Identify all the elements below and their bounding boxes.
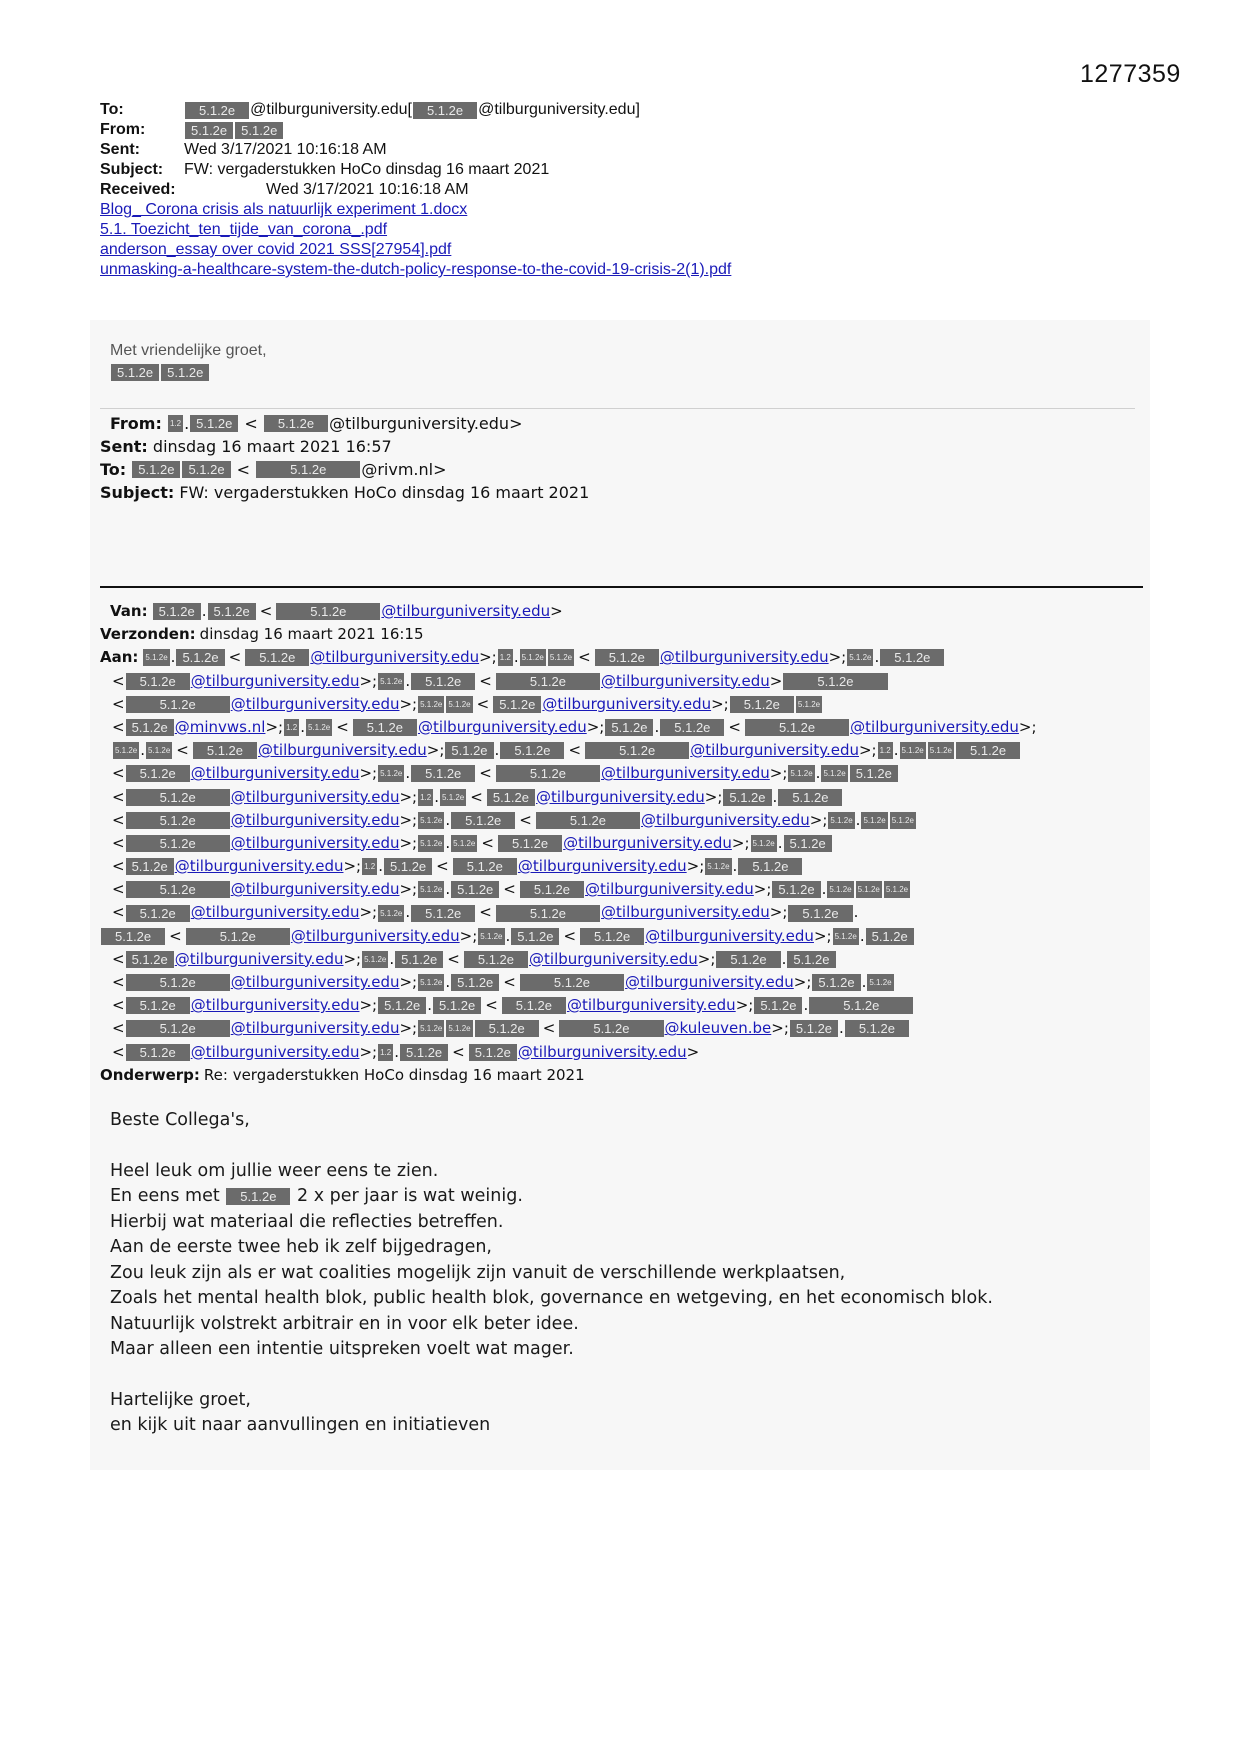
redaction: 5.1.2e bbox=[235, 122, 283, 139]
redaction: 5.1.2e bbox=[867, 974, 893, 991]
subject-value: FW: vergaderstukken HoCo dinsdag 16 maart 2021 bbox=[184, 161, 550, 178]
recipient-link[interactable]: @tilburguniversity.edu bbox=[517, 1042, 687, 1061]
redaction: 5.1.2e bbox=[186, 928, 290, 945]
redaction: 5.1.2e bbox=[738, 858, 802, 875]
aan-row: Aan: 5.1.2e . 5.1.2e < 5.1.2e @tilburguniversity.edu >; 1.2 . 5.1.2e 5.1.2e < 5.1.2e @tilburguniversity.edu >; 5.1.2e . 5.1.2e bbox=[100, 646, 1037, 669]
fw-subject-row bbox=[100, 481, 589, 504]
redaction: 1.2 bbox=[498, 649, 513, 666]
redaction: 5.1.2e bbox=[520, 974, 624, 991]
redaction: 5.1.2e bbox=[856, 881, 882, 898]
recipient-link[interactable]: @tilburguniversity.edu bbox=[258, 741, 427, 760]
redaction: 5.1.2e bbox=[884, 881, 910, 898]
redaction: 5.1.2e bbox=[716, 951, 780, 968]
fw-subject-label: Subject: bbox=[100, 483, 175, 502]
redaction: 5.1.2e bbox=[126, 696, 230, 713]
verzonden-row bbox=[100, 623, 1037, 646]
aan-row: < 5.1.2e @tilburguniversity.edu >; 1.2 . 5.1.2e < 5.1.2e @tilburguniversity.edu > bbox=[100, 1041, 1037, 1064]
redaction: 5.1.2e bbox=[113, 742, 139, 759]
redaction: 5.1.2e bbox=[418, 974, 444, 991]
redaction: 5.1.2e bbox=[193, 742, 257, 759]
subject-row bbox=[100, 160, 731, 180]
redaction: 5.1.2e bbox=[866, 928, 914, 945]
separator bbox=[100, 408, 1135, 409]
recipient-link[interactable]: @tilburguniversity.edu bbox=[542, 694, 712, 713]
redaction: 5.1.2e bbox=[418, 696, 444, 713]
aan-row: < 5.1.2e @tilburguniversity.edu >; 5.1.2e . 5.1.2e < 5.1.2e @tilburguniversity.edu >; 5.1.2e . 5.1.2e bbox=[100, 994, 1037, 1017]
subject-label: Subject: bbox=[100, 161, 164, 178]
fw-sent-label: Sent: bbox=[100, 437, 148, 456]
fw-sent-row bbox=[100, 435, 589, 458]
recipient-link[interactable]: @tilburguniversity.edu bbox=[625, 973, 794, 991]
redaction: 5.1.2e bbox=[559, 1020, 663, 1037]
redaction: 5.1.2e bbox=[126, 858, 174, 875]
redaction: 5.1.2e bbox=[605, 719, 653, 736]
redaction: 5.1.2e bbox=[451, 881, 499, 898]
redaction: 5.1.2e bbox=[502, 997, 566, 1014]
sent-row bbox=[100, 140, 731, 160]
salutation: Beste Collega's, bbox=[110, 1110, 250, 1130]
redaction: 5.1.2e bbox=[146, 742, 172, 759]
recipient-link[interactable]: @tilburguniversity.edu bbox=[585, 880, 754, 899]
document-id: 1277359 bbox=[1080, 60, 1181, 88]
aan-row: < 5.1.2e @tilburguniversity.edu >; 5.1.2e . 5.1.2e < 5.1.2e @tilburguniversity.edu >; 5.1.2e . 5.1.2e 5.1.2e bbox=[100, 762, 1037, 785]
redaction: 5.1.2e bbox=[245, 649, 309, 666]
recipient-link[interactable]: @tilburguniversity.edu bbox=[601, 903, 770, 922]
redaction: 5.1.2e bbox=[520, 649, 546, 666]
redaction: 5.1.2e bbox=[880, 649, 944, 666]
redaction: 5.1.2e bbox=[847, 649, 873, 666]
onderwerp-label: Onderwerp: bbox=[100, 1065, 200, 1084]
body-text: En eens met bbox=[110, 1186, 220, 1206]
aan-row: < 5.1.2e @tilburguniversity.edu >; 5.1.2e . 5.1.2e < 5.1.2e @tilburguniversity.edu >; 5.1.2e . 5.1.2e 5.1.2e 5.1.2e bbox=[100, 878, 1037, 901]
redaction: 5.1.2e bbox=[440, 789, 466, 806]
recipient-link[interactable]: @tilburguniversity.edu bbox=[529, 949, 698, 968]
redaction: 5.1.2e bbox=[451, 812, 515, 829]
redaction: 5.1.2e bbox=[705, 858, 731, 875]
fw-to-label: To: bbox=[100, 460, 127, 479]
redaction: 5.1.2e bbox=[723, 789, 771, 806]
signature bbox=[110, 342, 267, 382]
redaction: 5.1.2e bbox=[176, 649, 224, 666]
verzonden-label: Verzonden: bbox=[100, 625, 196, 644]
redaction: 5.1.2e bbox=[433, 997, 481, 1014]
redaction: 5.1.2e bbox=[395, 951, 443, 968]
redaction: 5.1.2e bbox=[126, 951, 174, 968]
body-text: 2 x per jaar is wat weinig. bbox=[297, 1186, 523, 1206]
redaction: 5.1.2e bbox=[585, 742, 689, 759]
recipient-link[interactable]: @tilburguniversity.edu bbox=[174, 949, 344, 968]
attachment-link[interactable]: 5.1. Toezicht_ten_tijde_van_corona_.pdf bbox=[100, 221, 388, 238]
closing: Hartelijke groet, bbox=[110, 1389, 251, 1410]
aan-row: < 5.1.2e @tilburguniversity.edu >; 1.2 . 5.1.2e < 5.1.2e @tilburguniversity.edu >; 5.1.2e . 5.1.2e bbox=[100, 786, 1037, 809]
redaction: 5.1.2e bbox=[256, 461, 360, 478]
redaction: 5.1.2e bbox=[226, 1188, 290, 1205]
redaction: 5.1.2e bbox=[400, 1044, 448, 1061]
redaction: 5.1.2e bbox=[496, 765, 600, 782]
to-domain: @tilburguniversity.edu[ bbox=[250, 101, 412, 118]
fw-from-row: From: 1.2 . 5.1.2e < 5.1.2e @tilburguniversity.edu> bbox=[110, 414, 523, 433]
from-label: From: bbox=[100, 121, 146, 138]
redaction: 5.1.2e bbox=[185, 122, 233, 139]
recipient-link[interactable]: @tilburguniversity.edu bbox=[190, 764, 360, 783]
fw-subject-value: FW: vergaderstukken HoCo dinsdag 16 maart 2021 bbox=[179, 483, 590, 502]
closing-line: en kijk uit naar aanvullingen en initiatieven bbox=[110, 1415, 491, 1435]
attachment-link[interactable]: unmasking-a-healthcare-system-the-dutch-policy-response-to-the-covid-19-crisis-2(1).pdf bbox=[100, 261, 732, 278]
redaction: 5.1.2e bbox=[418, 835, 444, 852]
aan-row: < 5.1.2e @tilburguniversity.edu >; 5.1.2e 5.1.2e < 5.1.2e @tilburguniversity.edu >; 5.1.2e 5.1.2e bbox=[100, 693, 1037, 716]
redaction: 5.1.2e bbox=[378, 997, 426, 1014]
recipient-link[interactable]: @tilburguniversity.edu bbox=[310, 648, 480, 667]
redaction: 5.1.2e bbox=[451, 835, 477, 852]
redaction: 5.1.2e bbox=[833, 928, 859, 945]
aan-row: < 5.1.2e @tilburguniversity.edu >; 5.1.2e 5.1.2e 5.1.2e < 5.1.2e @kuleuven.be >; 5.1.2e . 5.1.2e bbox=[100, 1017, 1037, 1040]
redaction: 5.1.2e bbox=[143, 649, 169, 666]
redaction: 5.1.2e bbox=[548, 649, 574, 666]
redaction: 5.1.2e bbox=[182, 461, 230, 478]
recipient-link[interactable]: @tilburguniversity.edu bbox=[645, 926, 814, 945]
redaction: 5.1.2e bbox=[418, 881, 444, 898]
from-row bbox=[100, 120, 731, 140]
redaction: 5.1.2e bbox=[496, 673, 600, 690]
aan-row: < 5.1.2e @tilburguniversity.edu >; 5.1.2e . 5.1.2e < 5.1.2e @tilburguniversity.edu >; 5.1.2e . 5.1.2e 5.1.2e bbox=[100, 809, 1037, 832]
recipient-link[interactable]: @tilburguniversity.edu bbox=[690, 741, 859, 760]
recipient-link[interactable]: @tilburguniversity.edu bbox=[230, 1019, 400, 1038]
aan-label: Aan: bbox=[100, 648, 139, 667]
recipient-link[interactable]: @tilburguniversity.edu bbox=[563, 833, 732, 852]
redaction: 5.1.2e bbox=[580, 928, 644, 945]
recipient-link[interactable]: @tilburguniversity.edu bbox=[190, 903, 360, 922]
aan-row: < 5.1.2e @minvws.nl >; 1.2 . 5.1.2e < 5.1.2e @tilburguniversity.edu >; 5.1.2e . 5.1.2e < 5.1.2e @tilburguniversity.edu >; bbox=[100, 716, 1037, 739]
van-email-link[interactable]: @tilburguniversity.edu bbox=[381, 602, 551, 620]
recipient-link[interactable]: @tilburguniversity.edu bbox=[230, 810, 400, 829]
redaction: 5.1.2e bbox=[126, 719, 174, 736]
fw-to-row: To: 5.1.2e 5.1.2e < 5.1.2e @rivm.nl> bbox=[100, 460, 447, 479]
redaction: 5.1.2e bbox=[126, 974, 230, 991]
redaction: 5.1.2e bbox=[101, 928, 165, 945]
redaction: 5.1.2e bbox=[475, 1020, 539, 1037]
redaction: 5.1.2e bbox=[828, 812, 854, 829]
body-line: Hierbij wat materiaal die reflecties betreffen. bbox=[110, 1211, 504, 1232]
received-row bbox=[100, 180, 731, 200]
redaction: 5.1.2e bbox=[784, 835, 832, 852]
sent-value: Wed 3/17/2021 10:16:18 AM bbox=[184, 141, 387, 158]
redaction: 5.1.2e bbox=[809, 997, 913, 1014]
redaction: 5.1.2e bbox=[126, 835, 230, 852]
redaction: 5.1.2e bbox=[890, 812, 916, 829]
redaction: 5.1.2e bbox=[536, 812, 640, 829]
redaction: 5.1.2e bbox=[126, 765, 190, 782]
aan-row: < 5.1.2e @tilburguniversity.edu >; 5.1.2e . 5.1.2e < 5.1.2e @tilburguniversity.edu > 5.1.2e bbox=[100, 670, 1037, 693]
redaction: 5.1.2e bbox=[790, 1020, 838, 1037]
original-header bbox=[100, 600, 1037, 1087]
email-header bbox=[100, 100, 731, 280]
redaction: 1.2 bbox=[878, 742, 893, 759]
recipient-link[interactable]: @tilburguniversity.edu bbox=[850, 717, 1019, 736]
redaction: 5.1.2e bbox=[900, 742, 926, 759]
redaction: 5.1.2e bbox=[378, 673, 404, 690]
recipient-link[interactable]: @tilburguniversity.edu bbox=[230, 694, 400, 713]
redaction: 5.1.2e bbox=[126, 1044, 190, 1061]
message-body bbox=[110, 1108, 993, 1439]
redaction: 5.1.2e bbox=[126, 789, 230, 806]
attachment-list bbox=[100, 200, 731, 280]
signature-greeting: Met vriendelijke groet, bbox=[110, 342, 267, 359]
redaction: 5.1.2e bbox=[126, 1020, 230, 1037]
recipient-link[interactable]: @tilburguniversity.edu bbox=[230, 833, 400, 852]
redaction: 5.1.2e bbox=[132, 461, 180, 478]
recipient-link[interactable]: @kuleuven.be bbox=[664, 1019, 772, 1038]
recipient-link[interactable]: @tilburguniversity.edu bbox=[536, 787, 705, 806]
redaction: 5.1.2e bbox=[956, 742, 1020, 759]
redaction: 5.1.2e bbox=[418, 812, 444, 829]
redaction: 5.1.2e bbox=[478, 928, 504, 945]
redaction: 5.1.2e bbox=[185, 102, 249, 119]
received-label: Received: bbox=[100, 181, 176, 198]
redaction: 5.1.2e bbox=[378, 765, 404, 782]
body-line: Maar alleen een intentie uitspreken voelt wat mager. bbox=[110, 1339, 574, 1359]
body-line: Heel leuk om jullie weer eens te zien. bbox=[110, 1160, 439, 1181]
redaction: 5.1.2e bbox=[153, 603, 201, 620]
body-line: Zoals het mental health blok, public health blok, governance en wetgeving, en het economisch blok. bbox=[110, 1288, 993, 1308]
van-label: Van: bbox=[110, 602, 148, 620]
redaction: 5.1.2e bbox=[827, 881, 853, 898]
redaction: 5.1.2e bbox=[264, 415, 328, 432]
redaction: 5.1.2e bbox=[751, 835, 777, 852]
redaction: 1.2 bbox=[168, 415, 183, 432]
body-line: Aan de eerste twee heb ik zelf bijgedragen, bbox=[110, 1237, 492, 1257]
redaction: 1.2 bbox=[362, 858, 377, 875]
recipient-link[interactable]: @minvws.nl bbox=[174, 717, 266, 736]
recipient-link[interactable]: @tilburguniversity.edu bbox=[174, 857, 344, 876]
attachment-link[interactable]: anderson_essay over covid 2021 SSS[27954].pdf bbox=[100, 241, 452, 258]
redaction: 5.1.2e bbox=[783, 673, 887, 690]
redaction: 5.1.2e bbox=[418, 1020, 444, 1037]
redaction: 5.1.2e bbox=[511, 928, 559, 945]
redaction: 5.1.2e bbox=[411, 765, 475, 782]
sent-label: Sent: bbox=[100, 141, 140, 158]
separator bbox=[100, 586, 1143, 588]
aan-row: < 5.1.2e @tilburguniversity.edu >; 1.2 . 5.1.2e < 5.1.2e @tilburguniversity.edu >; 5.1.2e . 5.1.2e bbox=[100, 855, 1037, 878]
recipient-link[interactable]: @tilburguniversity.edu bbox=[517, 857, 687, 876]
redaction: 5.1.2e bbox=[850, 765, 898, 782]
redaction: 5.1.2e bbox=[788, 905, 852, 922]
redaction: 5.1.2e bbox=[413, 102, 477, 119]
aan-row: 5.1.2e . 5.1.2e < 5.1.2e @tilburguniversity.edu >; 5.1.2e . 5.1.2e < 5.1.2e @tilburguniversity.edu >; 1.2 . 5.1.2e 5.1.2e 5.1.2e bbox=[100, 739, 1037, 762]
redaction: 5.1.2e bbox=[126, 673, 190, 690]
recipient-link[interactable]: @tilburguniversity.edu bbox=[417, 717, 587, 736]
aan-row: 5.1.2e < 5.1.2e @tilburguniversity.edu >; 5.1.2e . 5.1.2e < 5.1.2e @tilburguniversity.edu >; 5.1.2e . 5.1.2e bbox=[100, 925, 1037, 948]
to-domain: @tilburguniversity.edu] bbox=[478, 101, 640, 118]
redaction: 5.1.2e bbox=[276, 603, 380, 620]
redaction: 5.1.2e bbox=[487, 789, 535, 806]
redaction: 5.1.2e bbox=[772, 881, 820, 898]
body-line: Natuurlijk volstrekt arbitrair en in voor elk beter idee. bbox=[110, 1313, 579, 1334]
recipient-link[interactable]: @tilburguniversity.edu bbox=[190, 671, 360, 690]
redaction: 5.1.2e bbox=[111, 364, 159, 381]
redaction: 5.1.2e bbox=[378, 905, 404, 922]
forward-header bbox=[100, 412, 589, 504]
attachment-link[interactable]: Blog_ Corona crisis als natuurlijk experiment 1.docx bbox=[100, 201, 468, 218]
recipient-link[interactable]: @tilburguniversity.edu bbox=[230, 787, 400, 806]
onderwerp-value: Re: vergaderstukken HoCo dinsdag 16 maart 2021 bbox=[203, 1065, 585, 1084]
redaction: 5.1.2e bbox=[453, 858, 517, 875]
recipient-link[interactable]: @tilburguniversity.edu bbox=[659, 648, 829, 667]
recipient-link[interactable]: @tilburguniversity.edu bbox=[601, 671, 770, 690]
redaction: 5.1.2e bbox=[500, 742, 564, 759]
onderwerp-row bbox=[100, 1064, 1037, 1087]
redaction: 5.1.2e bbox=[306, 719, 332, 736]
redaction: 5.1.2e bbox=[190, 415, 238, 432]
to-label: To: bbox=[100, 101, 124, 118]
redaction: 5.1.2e bbox=[778, 789, 842, 806]
redaction: 5.1.2e bbox=[730, 696, 794, 713]
aan-row: < 5.1.2e @tilburguniversity.edu >; 5.1.2e . 5.1.2e < 5.1.2e @tilburguniversity.edu >; 5.1.2e . 5.1.2e bbox=[100, 948, 1037, 971]
redaction: 5.1.2e bbox=[745, 719, 849, 736]
redaction: 5.1.2e bbox=[126, 905, 190, 922]
redaction: 5.1.2e bbox=[595, 649, 659, 666]
fw-from-label: From: bbox=[110, 414, 162, 433]
redaction: 5.1.2e bbox=[861, 812, 887, 829]
redaction: 1.2 bbox=[284, 719, 299, 736]
recipient-link[interactable]: @tilburguniversity.edu bbox=[601, 764, 770, 783]
redaction: 5.1.2e bbox=[660, 719, 724, 736]
redaction: 5.1.2e bbox=[498, 835, 562, 852]
fw-to-domain: @rivm.nl> bbox=[361, 460, 447, 479]
redaction: 1.2 bbox=[418, 789, 433, 806]
aan-row: < 5.1.2e @tilburguniversity.edu >; 5.1.2e . 5.1.2e < 5.1.2e @tilburguniversity.edu >; 5.1.2e . 5.1.2e bbox=[100, 832, 1037, 855]
redaction: 5.1.2e bbox=[445, 742, 493, 759]
redaction: 5.1.2e bbox=[928, 742, 954, 759]
aan-row: < 5.1.2e @tilburguniversity.edu >; 5.1.2e . 5.1.2e < 5.1.2e @tilburguniversity.edu >; 5.1.2e . 5.1.2e bbox=[100, 971, 1037, 994]
redaction: 5.1.2e bbox=[845, 1020, 909, 1037]
redaction: 5.1.2e bbox=[754, 997, 802, 1014]
van-row: Van: 5.1.2e . 5.1.2e < 5.1.2e @tilburguniversity.edu > bbox=[100, 600, 1037, 623]
recipient-link[interactable]: @tilburguniversity.edu bbox=[190, 996, 360, 1015]
aan-row: < 5.1.2e @tilburguniversity.edu >; 5.1.2e . 5.1.2e < 5.1.2e @tilburguniversity.edu >; 5.1.2e . bbox=[100, 901, 1037, 924]
redaction: 5.1.2e bbox=[126, 812, 230, 829]
redaction: 5.1.2e bbox=[411, 905, 475, 922]
redaction: 5.1.2e bbox=[821, 765, 847, 782]
to-row bbox=[100, 100, 731, 120]
recipient-link[interactable]: @tilburguniversity.edu bbox=[641, 810, 810, 829]
redaction: 5.1.2e bbox=[787, 951, 835, 968]
redaction: 5.1.2e bbox=[796, 696, 822, 713]
body-line: Zou leuk zijn als er wat coalities mogelijk zijn vanuit de verschillende werkplaatsen, bbox=[110, 1262, 846, 1283]
redaction: 5.1.2e bbox=[161, 364, 209, 381]
redaction: 5.1.2e bbox=[496, 905, 600, 922]
fw-sent-value: dinsdag 16 maart 2021 16:57 bbox=[152, 437, 392, 456]
received-value: Wed 3/17/2021 10:16:18 AM bbox=[266, 181, 469, 198]
redaction: 5.1.2e bbox=[493, 696, 541, 713]
redaction: 5.1.2e bbox=[126, 881, 230, 898]
redaction: 5.1.2e bbox=[446, 1020, 472, 1037]
recipient-link[interactable]: @tilburguniversity.edu bbox=[230, 880, 400, 899]
recipient-link[interactable]: @tilburguniversity.edu bbox=[566, 996, 736, 1015]
redaction: 5.1.2e bbox=[384, 858, 432, 875]
verzonden-value: dinsdag 16 maart 2021 16:15 bbox=[199, 625, 424, 644]
redaction: 5.1.2e bbox=[362, 951, 388, 968]
redaction: 5.1.2e bbox=[411, 673, 475, 690]
redaction: 5.1.2e bbox=[208, 603, 256, 620]
recipient-link[interactable]: @tilburguniversity.edu bbox=[190, 1042, 360, 1061]
redaction: 5.1.2e bbox=[812, 974, 860, 991]
redaction: 5.1.2e bbox=[126, 997, 190, 1014]
redaction: 5.1.2e bbox=[464, 951, 528, 968]
redaction: 5.1.2e bbox=[469, 1044, 517, 1061]
fw-from-domain: @tilburguniversity.edu> bbox=[329, 414, 523, 433]
redaction: 5.1.2e bbox=[451, 974, 499, 991]
redaction: 5.1.2e bbox=[788, 765, 814, 782]
recipient-link[interactable]: @tilburguniversity.edu bbox=[290, 926, 460, 945]
redaction: 5.1.2e bbox=[520, 881, 584, 898]
redaction: 5.1.2e bbox=[353, 719, 417, 736]
redaction: 5.1.2e bbox=[446, 696, 472, 713]
redaction: 1.2 bbox=[378, 1044, 393, 1061]
recipient-link[interactable]: @tilburguniversity.edu bbox=[230, 973, 400, 991]
body-line bbox=[110, 1184, 993, 1210]
